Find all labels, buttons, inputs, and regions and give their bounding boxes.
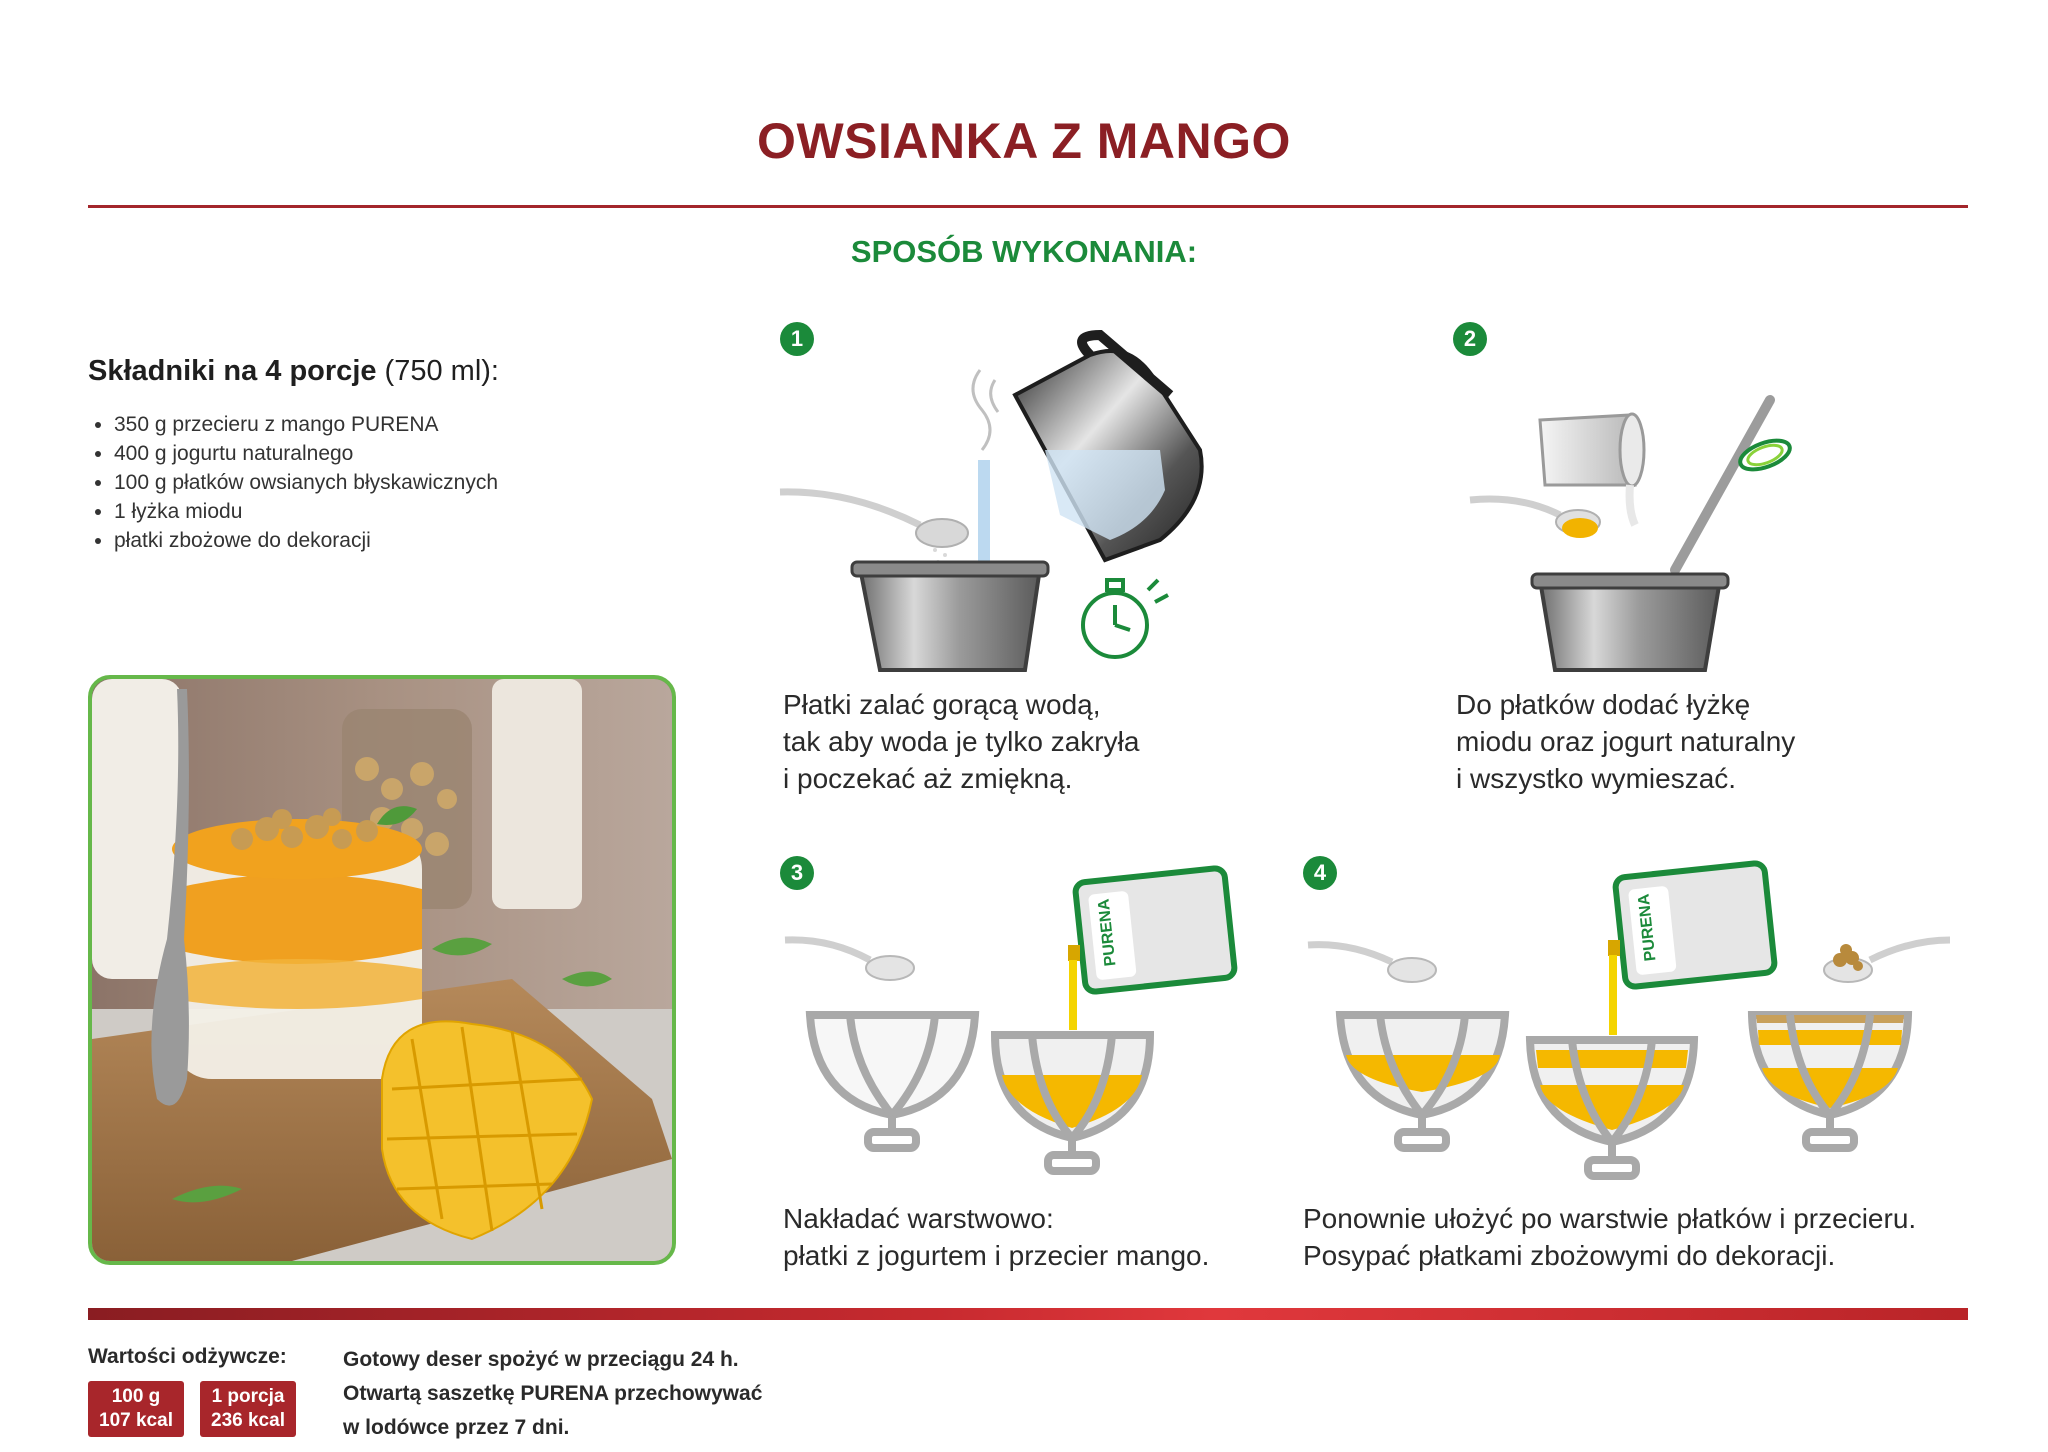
storage-line: Otwartą saszetkę PURENA przechowywać [343,1382,763,1405]
purena-label: PURENA [1635,892,1660,962]
page-title: OWSIANKA Z MANGO [757,113,1291,169]
nutrition-badge-line: 236 kcal [211,1410,285,1431]
step-4-text [1303,1200,1916,1274]
step-2-illustration [1460,390,1800,680]
ingredient-item: • 1 łyżka miodu [114,497,498,526]
glass-bowl-icon [1752,1015,1908,1148]
nutrition-badge-line: 100 g [111,1386,161,1407]
step-1-text [783,686,1139,797]
step-4-line: Ponownie ułożyć po warstwie płatków i przecieru. [1303,1203,1917,1234]
honey-spoon-icon [1470,499,1600,538]
purena-label: PURENA [1095,897,1120,967]
step-3-text [783,1200,1209,1274]
water-stream-icon [978,460,990,570]
ingredient-item: • 350 g przecieru z mango PURENA [114,410,498,439]
spoon-icon [780,492,968,547]
step-4-illustration [1300,860,1960,1190]
step-4-line: Posypać płatkami zbożowymi do dekoracji. [1303,1240,1836,1271]
storage-note [343,1343,762,1445]
kettle-icon [1015,335,1202,560]
nutrition-badge-line: 107 kcal [99,1410,173,1431]
step-2-text [1456,686,1795,797]
ingredient-item: • 400 g jogurtu naturalnego [114,439,498,468]
step-2-line: miodu oraz jogurt naturalny [1456,726,1796,757]
step-4-badge: 4 [1303,856,1337,890]
mixing-spoon-icon [1675,400,1794,570]
nutrition-badge-100g [88,1381,184,1437]
stopwatch-icon [1083,580,1168,657]
footer-divider [88,1308,1968,1320]
ingredients-heading-rest: (750 ml): [376,355,499,387]
ingredients-heading-bold: Składniki na 4 porcje [88,355,377,387]
ingredients-list [88,410,498,555]
step-3-line: Nakładać warstwowo: [783,1203,1054,1234]
step-1-line: Płatki zalać gorącą wodą, [783,689,1101,720]
step-1-line: tak aby woda je tylko zakryła [783,726,1140,757]
yogurt-cup-icon [1540,414,1644,525]
pot-icon [1532,574,1728,670]
step-1-line: i poczekać aż zmiękną. [783,763,1073,794]
glass-bowl-icon [810,1015,975,1148]
method-heading: SPOSÓB WYKONANIA: [850,234,1198,269]
glass-bowl-icon [995,1035,1150,1171]
spoon-yogurt-icon [1308,945,1436,982]
granola-spoon-icon [1824,940,1950,982]
glass-bowl-icon [1530,1040,1694,1176]
step-3-badge: 3 [780,856,814,890]
ingredient-item: • 100 g płatków owsianych błyskawicznych [114,468,498,497]
puree-stream-icon [1609,955,1617,1035]
dessert-photo-illustration [92,679,672,1261]
pot-icon [852,562,1048,670]
step-2-badge: 2 [1453,322,1487,356]
glass-bowl-icon [1340,1015,1505,1148]
step-2-line: i wszystko wymieszać. [1456,763,1737,794]
step-3-illustration [780,870,1240,1190]
step-2-line: Do płatków dodać łyżkę [1456,689,1751,720]
puree-stream-icon [1069,960,1077,1030]
nutrition-badge-portion [200,1381,296,1437]
purena-pouch-icon [1068,867,1235,992]
ingredient-item: • płatki zbożowe do dekoracji [114,526,498,555]
storage-line: w lodówce przez 7 dni. [343,1416,570,1439]
dessert-photo [88,675,676,1265]
step-1-badge: 1 [780,322,814,356]
step-1-illustration [770,340,1200,680]
step-3-line: płatki z jogurtem i przecier mango. [783,1240,1210,1271]
title-divider [88,205,1968,208]
purena-pouch-icon [1608,862,1775,987]
spoon-yogurt-icon [785,940,914,980]
steam-icon [973,370,998,450]
nutrition-label: Wartości odżywcze: [88,1345,287,1368]
ingredients-heading [88,355,499,388]
storage-line: Gotowy deser spożyć w przeciągu 24 h. [343,1348,739,1371]
nutrition-badge-line: 1 porcja [211,1386,285,1407]
